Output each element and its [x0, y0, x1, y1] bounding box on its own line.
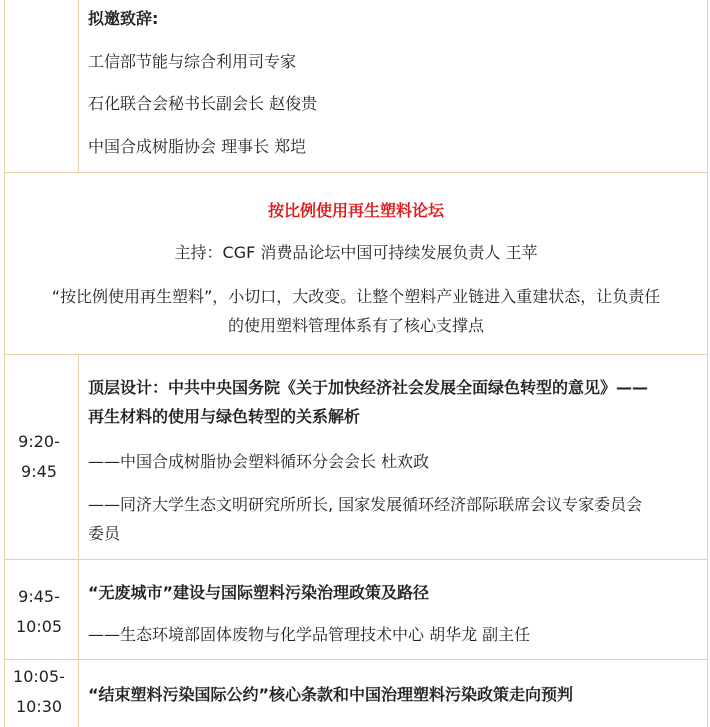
speaker-line: 工信部节能与综合利用司专家	[88, 52, 297, 71]
row-divider	[4, 172, 708, 173]
speaker-line: 石化联合会秘书长副会长 赵俊贵	[88, 94, 318, 113]
session-title: 顶层设计：中共中央国务院《关于加快经济社会发展全面绿色转型的意见》——	[88, 378, 649, 397]
time-start: 9:20-	[18, 432, 60, 451]
time-end: 10:05	[15, 617, 63, 636]
session-title: “结束塑料污染国际公约”核心条款和中国治理塑料污染政策走向预判	[88, 685, 574, 704]
time-end: 9:45	[21, 462, 57, 481]
speaker-line: ——中国合成树脂协会塑料循环分会会长 杜欢政	[88, 452, 430, 471]
forum-host: 主持：CGF 消费品论坛中国可持续发展负责人 王苹	[174, 243, 538, 262]
speaker-line: ——同济大学生态文明研究所所长, 国家发展循环经济部际联席会议专家委员会	[88, 495, 643, 514]
time-column-divider	[78, 354, 79, 727]
session-title: “无废城市”建设与国际塑料污染治理政策及路径	[88, 583, 430, 602]
forum-description: 的使用塑料管理体系有了核心支撑点	[227, 316, 484, 335]
forum-description: “按比例使用再生塑料”，小切口，大改变。让整个塑料产业链进入重建状态，让负责任	[51, 287, 661, 306]
time-slot	[0, 662, 78, 722]
row-divider	[4, 559, 708, 560]
table-border-right	[707, 0, 708, 727]
row-divider	[4, 659, 708, 660]
session-title: 再生材料的使用与绿色转型的关系解析	[88, 407, 361, 426]
speaker-line: ——生态环境部固体废物与化学品管理技术中心 胡华龙 副主任	[88, 625, 531, 644]
row-heading: 拟邀致辞:	[88, 9, 159, 28]
row-divider	[4, 354, 708, 355]
forum-title: 按比例使用再生塑料论坛	[267, 201, 444, 220]
speaker-line: 中国合成树脂协会 理事长 郑垲	[88, 137, 307, 156]
time-slot	[0, 582, 78, 642]
time-slot	[0, 427, 78, 487]
time-start: 10:05-	[13, 667, 65, 686]
speaker-line: 委员	[88, 524, 121, 543]
time-column-divider	[78, 0, 79, 172]
time-start: 9:45-	[18, 587, 60, 606]
time-end: 10:30	[15, 697, 63, 716]
